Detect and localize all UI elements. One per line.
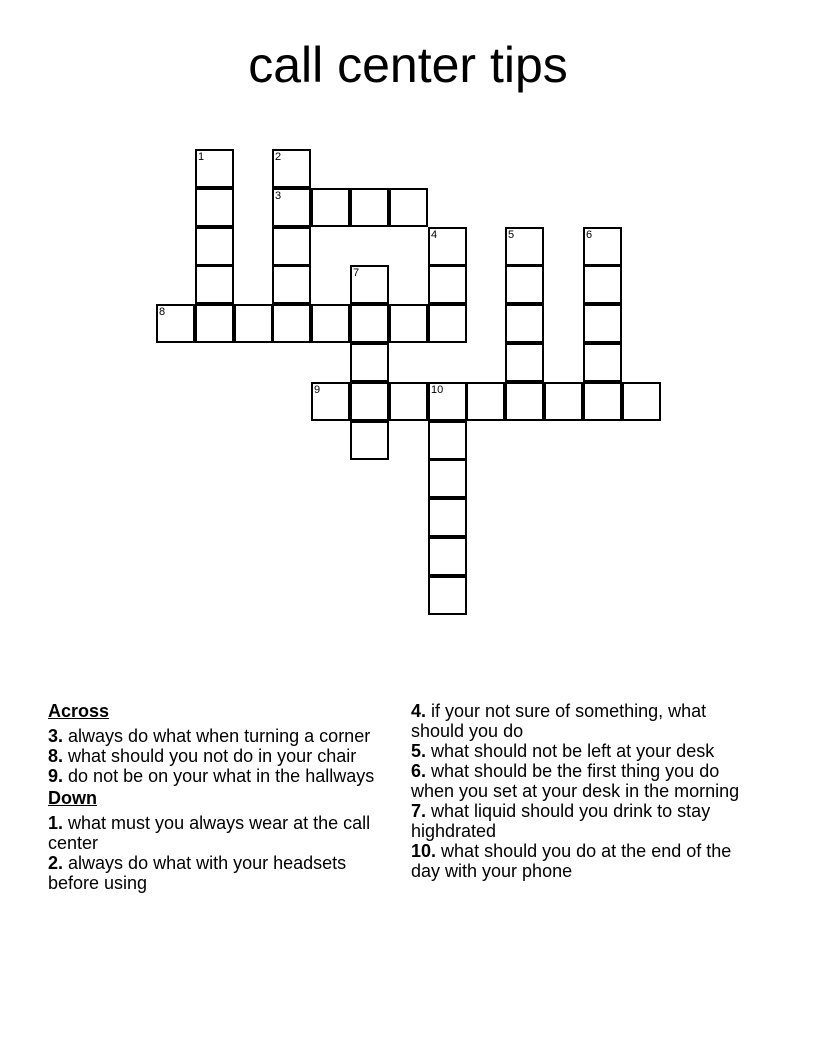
across-clue: 9. do not be on your what in the hallways [48, 766, 375, 786]
grid-cell[interactable] [583, 343, 622, 382]
grid-cell[interactable] [195, 265, 234, 304]
down-clue: 7. what liquid should you drink to stay highdrated [411, 801, 711, 841]
grid-cell[interactable] [350, 421, 389, 460]
grid-cell[interactable] [428, 265, 467, 304]
clue-number: 5 [508, 229, 515, 241]
grid-cell[interactable] [156, 304, 195, 343]
grid-cell[interactable] [272, 149, 311, 188]
grid-cell[interactable] [389, 382, 428, 421]
down-heading: Down [48, 788, 97, 808]
grid-cell[interactable] [272, 227, 311, 266]
grid-cell[interactable] [505, 343, 544, 382]
down-clue-list [48, 813, 388, 893]
grid-cell[interactable] [622, 382, 661, 421]
grid-cell[interactable] [272, 304, 311, 343]
clue-number: 8 [159, 306, 166, 318]
clues-right-column [411, 701, 751, 881]
clues-left-column [48, 701, 388, 893]
grid-cell[interactable] [428, 498, 467, 537]
across-clue-list [48, 726, 388, 786]
grid-cell[interactable] [505, 265, 544, 304]
grid-cell[interactable] [389, 304, 428, 343]
grid-cell[interactable] [505, 304, 544, 343]
clue-number: 4 [431, 229, 438, 241]
down-clue: 6. what should be the first thing you do when you set at your desk in the morning [411, 761, 740, 801]
grid-cell[interactable] [389, 188, 428, 227]
clue-number: 2 [275, 151, 282, 163]
clue-number: 3 [275, 190, 282, 202]
grid-cell[interactable] [428, 304, 467, 343]
down-clue: 2. always do what with your headsets before using [48, 853, 347, 893]
clue-number: 1 [198, 151, 205, 163]
grid-cell[interactable] [505, 382, 544, 421]
grid-cell[interactable] [428, 227, 467, 266]
down-clue: 10. what should you do at the end of the day with your phone [411, 841, 732, 881]
puzzle-title: call center tips [248, 37, 568, 93]
grid-cell[interactable] [466, 382, 505, 421]
across-clue: 8. what should you not do in your chair [48, 746, 357, 766]
grid-cell[interactable] [195, 227, 234, 266]
grid-cell[interactable] [544, 382, 583, 421]
grid-cell[interactable] [583, 227, 622, 266]
grid-cell[interactable] [428, 421, 467, 460]
clue-number: 6 [586, 229, 593, 241]
grid-cell[interactable] [350, 265, 389, 304]
down-clue: 5. what should not be left at your desk [411, 741, 715, 761]
clue-number: 10 [431, 384, 444, 396]
grid-cell[interactable] [428, 382, 467, 421]
grid-cell[interactable] [234, 304, 273, 343]
down-clue: 1. what must you always wear at the call center [48, 813, 371, 853]
grid-cell[interactable] [272, 265, 311, 304]
grid-cell[interactable] [195, 188, 234, 227]
clue-number: 7 [353, 267, 360, 279]
grid-cell[interactable] [428, 459, 467, 498]
grid-cell[interactable] [583, 265, 622, 304]
grid-cell[interactable] [428, 537, 467, 576]
grid-cell[interactable] [272, 188, 311, 227]
grid-cell[interactable] [311, 382, 350, 421]
grid-cell[interactable] [350, 382, 389, 421]
grid-cell[interactable] [350, 343, 389, 382]
grid-cell[interactable] [505, 227, 544, 266]
grid-cell[interactable] [428, 576, 467, 615]
grid-cell[interactable] [350, 304, 389, 343]
grid-cell[interactable] [583, 382, 622, 421]
grid-cell[interactable] [311, 304, 350, 343]
down-clue: 4. if your not sure of something, what should you do [411, 701, 707, 741]
across-heading: Across [48, 701, 110, 721]
clue-number: 9 [314, 384, 321, 396]
grid-cell[interactable] [350, 188, 389, 227]
across-clue: 3. always do what when turning a corner [48, 726, 371, 746]
grid-cell[interactable] [311, 188, 350, 227]
grid-cell[interactable] [195, 149, 234, 188]
grid-cell[interactable] [583, 304, 622, 343]
grid-cell[interactable] [195, 304, 234, 343]
